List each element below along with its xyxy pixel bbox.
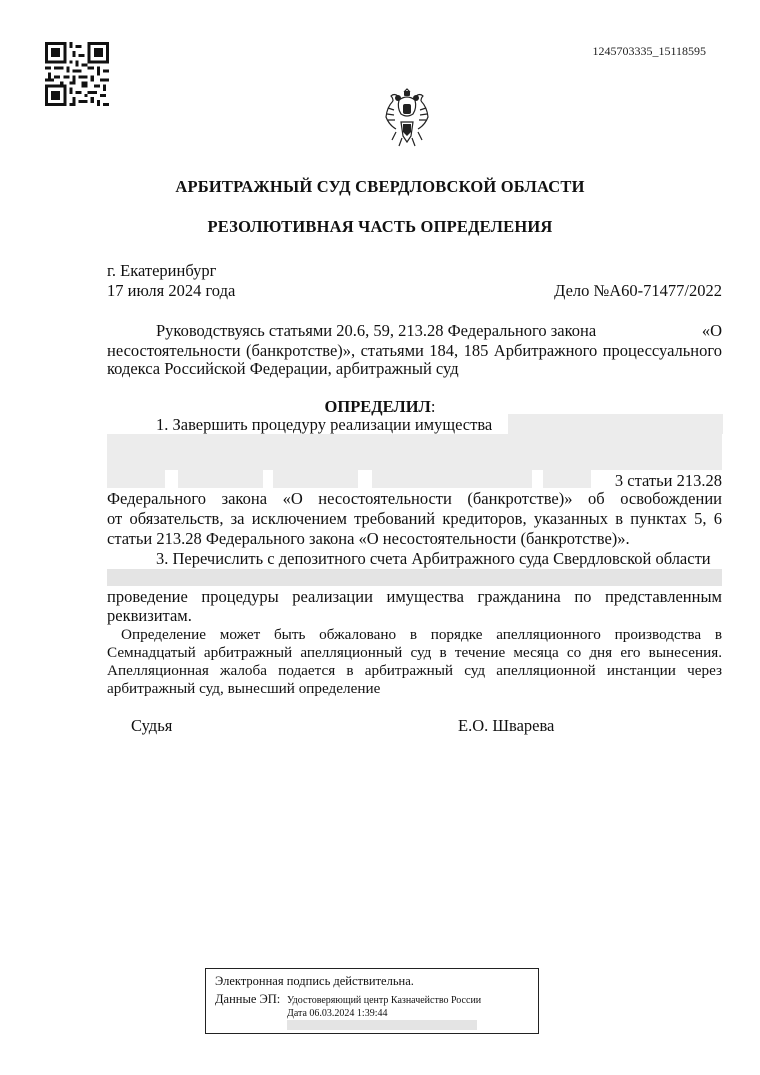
appeal-line-2: Семнадцатый арбитражный апелляционный суд в течение месяца со дня его вынесения. [107,644,722,661]
redaction [508,414,723,434]
redaction [273,470,358,488]
appeal-line-4: арбитражный суд, вынесший определение [107,680,381,697]
item-2-line-2: Федерального закона «О несостоятельности (банкротстве)» об освобождении [107,489,722,508]
item-2-line-1: 3 статьи 213.28 [614,471,722,490]
intro-line-1-end: «О [701,321,722,340]
redaction [543,470,591,488]
qr-code [45,42,109,106]
judge-name: Е.О. Шварева [458,716,555,735]
redaction [372,470,532,488]
signature-label: Данные ЭП: [215,992,281,1006]
redaction [287,1020,477,1030]
item-2-line-4: статьи 213.28 Федерального закона «О несостоятельности (банкротстве)». [107,529,630,548]
item-1-text: 1. Завершить процедуру реализации имущества [156,415,493,434]
case-number: Дело №А60-71477/2022 [554,281,722,300]
date: 17 июля 2024 года [107,281,236,300]
intro-line-2: несостоятельности (банкротстве)», статьями 184, 185 Арбитражного процессуального [107,341,722,360]
appeal-line-3: Апелляционная жалоба подается в арбитражный суд апелляционной инстанции через [107,662,722,679]
appeal-line-1: Определение может быть обжаловано в порядке апелляционного производства в [121,626,722,643]
document-id: 1245703335_15118595 [592,44,706,58]
signature-title: Электронная подпись действительна. [215,974,414,988]
redaction [178,470,263,488]
item-2-line-3: от обязательств, за исключением требований кредиторов, указанных в пунктах 5, 6 [107,509,722,528]
court-name: АРБИТРАЖНЫЙ СУД СВЕРДЛОВСКОЙ ОБЛАСТИ [175,177,585,196]
determined-heading: ОПРЕДЕЛИЛ: [324,397,436,416]
signature-date: Дата 06.03.2024 1:39:44 [287,1008,388,1019]
signature-issuer: Удостоверяющий центр Казначейство России [287,995,482,1006]
document-title: РЕЗОЛЮТИВНАЯ ЧАСТЬ ОПРЕДЕЛЕНИЯ [207,217,553,236]
redaction [107,470,165,488]
redaction [107,569,722,586]
intro-line-3: кодекса Российской Федерации, арбитражный суд [107,359,459,378]
item-3-line-1: 3. Перечислить с депозитного счета Арбитражного суда Свердловской области [156,549,711,568]
redaction [107,434,722,470]
item-3-line-3: проведение процедуры реализации имущества гражданина по представленным [107,587,722,606]
item-3-line-4: реквизитам. [107,606,192,625]
city: г. Екатеринбург [107,261,217,280]
judge-label: Судья [131,716,173,735]
coat-of-arms-emblem [384,88,430,148]
intro-line-1: Руководствуясь статьями 20.6, 59, 213.28 Федерального закона [156,321,597,340]
